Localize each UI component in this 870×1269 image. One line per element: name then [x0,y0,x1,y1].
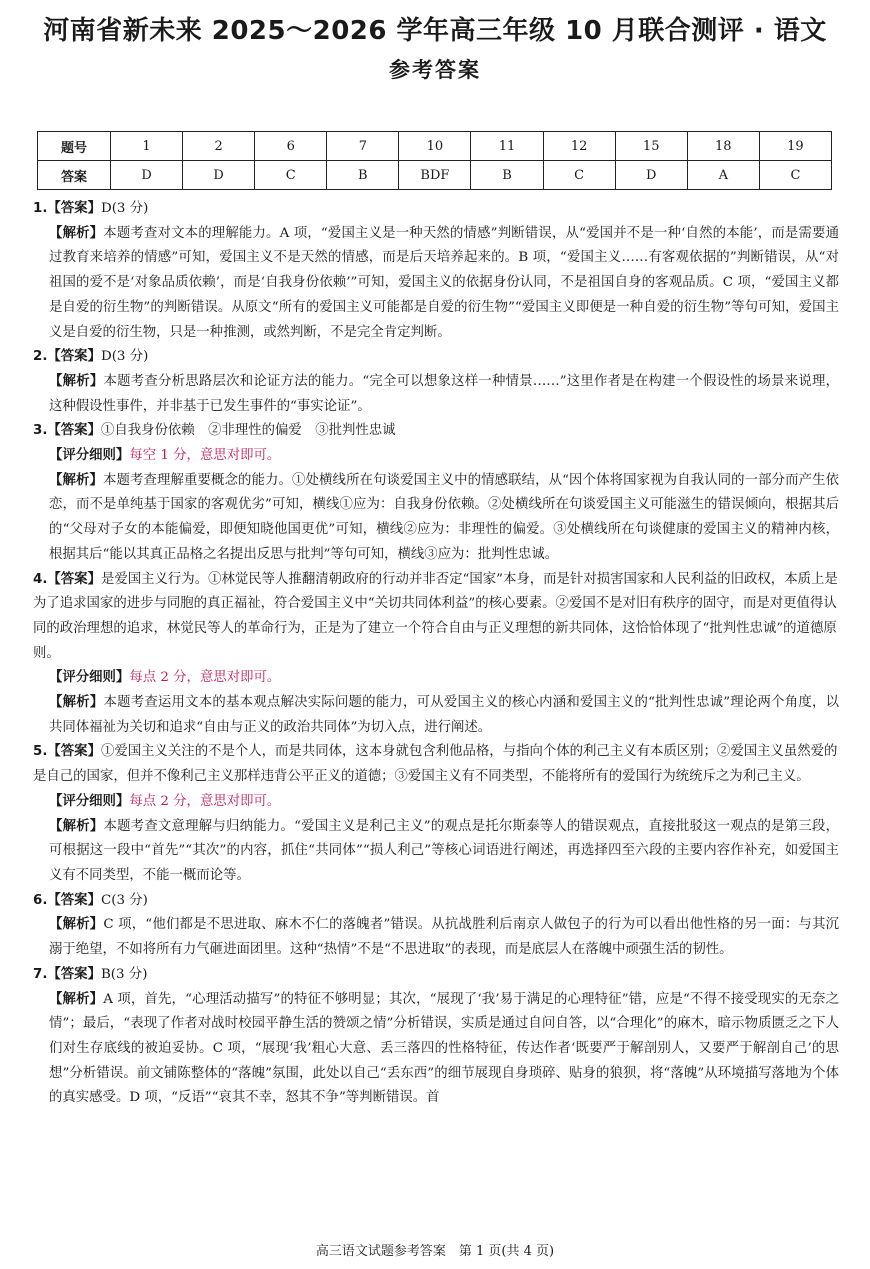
rubric-label: 【评分细则】 [49,448,130,464]
rubric-text: 每点 2 分，意思对即可。 [129,793,281,809]
answer-label: 7.【答案】 [33,966,101,982]
answer-table-number-row [38,132,832,161]
answer-cell: C [255,161,327,190]
analysis-label: 【解析】 [49,695,104,711]
q3-rubric [33,444,839,469]
answer-cell: B [471,161,543,190]
q4-analysis [33,691,839,740]
analysis-text: 本题考查文意理解与归纳能力。“爱国主义是利己主义”的观点是托尔斯泰等人的错误观点，直接批驳这一观点的是第三段，可根据这一段中“首先”“其次”的内容，抓住“共同体”“损人利己”等核心词语进行阐述，再选择四至六段的主要内容作补充，如爱国主义有不同类型，不能一概而论等。 [49,818,840,883]
answer-value: ①爱国主义关注的不是个人，而是共同体，这本身就包含利他品格，与指向个体的利己主义有本质区别；②爱国主义虽然爱的是自己的国家，但并不像利己主义那样违背公平正义的道德；③爱国主义有不同类型，不能将所有的爱国行为统统斥之为利己主义。 [33,744,838,785]
answer-table-answer-row [38,161,832,190]
rubric-label: 【评分细则】 [49,793,130,809]
answer-cell: A [687,161,759,190]
answer-cell: D [615,161,687,190]
answer-value: C(3 分) [100,892,148,908]
answer-value: ①自我身份依赖 ②非理性的偏爱 ③批判性忠诚 [100,423,396,439]
q6-analysis [33,913,839,962]
q1-answer [33,197,839,222]
question-number-cell: 12 [543,132,615,161]
answer-label: 1.【答案】 [33,201,101,216]
q6-answer [33,889,839,914]
answer-table [37,131,832,190]
answer-value: D(3 分) [100,349,149,365]
question-number-cell: 10 [399,132,471,161]
q5-analysis [33,815,839,889]
analysis-text: 本题考查理解重要概念的能力。①处横线所在句谈爱国主义中的情感联结，从“因个体将国家视为自我认同的一部分而产生依恋，而不是单纯基于国家的客观优劣”可知，横线①应为：自我身份依赖。②处横线所在句谈爱国主义可能滋生的错误倾向，根据其后的“父母对子女的本能偏爱，即便知晓他国更优”可知，横线②应为：非理性的偏爱。③处横线所在句谈健康的爱国主义的精神内核，根据其后“能以其真正品格之名提出反思与批判”等句可知，横线③应为：批判性忠诚。 [49,472,840,562]
question-number-cell: 15 [615,132,687,161]
answer-explanations [33,197,839,1111]
analysis-label: 【解析】 [49,472,104,488]
rubric-label: 【评分细则】 [49,670,130,686]
q2-analysis [33,370,839,419]
q2-answer [33,345,839,370]
answer-label: 5.【答案】 [33,744,101,760]
q4-answer [33,568,839,667]
question-number-cell: 7 [327,132,399,161]
q1-analysis [33,222,839,346]
q5-rubric [33,790,839,815]
answer-cell: C [759,161,831,190]
question-number-header: 题号 [38,132,111,161]
answer-cell: B [327,161,399,190]
answer-value: 是爱国主义行为。①林觉民等人推翻清朝政府的行动并非否定“国家”本身，而是针对损害国家和人民利益的旧政权，本质上是为了追求国家的进步与同胞的真正福祉，符合爱国主义中“关切共同体利益”的核心要素。②爱国不是对旧有秩序的固守，而是对更值得认同的政治理想的追求，林觉民等人的革命行为，正是为了建立一个符合自由与正义理想的新共同体，这恰恰体现了“批判性忠诚”的道德原则。 [33,571,838,661]
q3-analysis [33,469,839,568]
analysis-text: A 项，首先，“心理活动描写”的特征不够明显；其次，“展现了‘我’易于满足的心理特征”错，应是“不得不接受现实的无奈之情”；最后，“表现了作者对战时校园平静生活的赞颂之情”分析错误，实质是通过自问自答，以“合理化”的麻木，暗示物质匮乏之下人们对生存底线的被迫妥协。C 项，“展现‘我’粗心大意、丢三落四的性格特征，传达作者‘既要严于解剖别人，又要严于解剖自己’的思想”分析错误。前文铺陈整体的“落魄”氛围，此处以自己“丢东西”的细节展现自身琐碎、贴身的狼狈，将“落魄”从环境描写落地为个体的真实感受。D 项，“反语”“哀其不幸，怒其不争”等判断错误。首 [49,991,839,1106]
question-number-cell: 1 [111,132,183,161]
analysis-label: 【解析】 [49,917,104,933]
q7-answer [33,963,839,988]
q4-rubric [33,666,839,691]
rubric-text: 每点 2 分，意思对即可。 [129,670,281,686]
analysis-text: 本题考查运用文本的基本观点解决实际问题的能力，可从爱国主义的核心内涵和爱国主义的“批判性忠诚”理论两个角度，以共同体福祉为关切和追求“自由与正义的政治共同体”为切入点，进行阐述。 [49,695,840,735]
q3-answer [33,419,839,444]
q7-analysis [33,988,839,1112]
answer-value: D(3 分) [100,201,149,216]
answer-label: 4.【答案】 [33,571,101,587]
analysis-text: 本题考查分析思路层次和论证方法的能力。“完全可以想象这样一种情景……”这里作者是在构建一个假设性的场景来说理，这种假设性事件，并非基于已发生事件的“事实论证”。 [49,373,840,414]
question-number-cell: 2 [183,132,255,161]
answer-cell: C [543,161,615,190]
answer-label: 2.【答案】 [33,349,101,365]
answer-cell: D [183,161,255,190]
answer-cell: D [111,161,183,190]
analysis-text: 本题考查对文本的理解能力。A 项，“爱国主义是一种天然的情感”判断错误，从“爱国并不是一种‘自然的本能’，而是需要通过教育来培养的情感”可知，爱国主义不是天然的情感，而是后天培养起来的。B 项，“爱国主义……有客观依据的”判断错误，从“对祖国的爱不是‘对象品质依赖’，而是‘自我身份依赖’”可知，爱国主义的依据身份认同，不是祖国自身的客观品质。C 项，“爱国主义都是自爱的衍生物”的判断错误。从原文“所有的爱国主义可能都是自爱的衍生物”“爱国主义即便是一种自爱的衍生物”等句可知，爱国主义是自爱的衍生物，只是一种推测，或然判断，不是完全肯定判断。 [49,225,839,340]
answer-label: 3.【答案】 [33,423,101,439]
rubric-text: 每空 1 分，意思对即可。 [129,448,281,464]
answer-cell: BDF [399,161,471,190]
analysis-label: 【解析】 [49,818,104,834]
page-title: 河南省新未来 2025～2026 学年高三年级 10 月联合测评 · 语文 [43,16,827,46]
question-number-cell: 6 [255,132,327,161]
question-number-cell: 11 [471,132,543,161]
analysis-label: 【解析】 [49,373,104,389]
answer-label: 6.【答案】 [33,892,101,908]
page-footer: 高三语文试题参考答案 第 1 页(共 4 页) [315,1244,555,1259]
question-number-cell: 19 [759,132,831,161]
q5-answer [33,740,839,789]
page-subtitle: 参考答案 [389,58,481,82]
analysis-text: C 项，“他们都是不思进取、麻木不仁的落魄者”错误。从抗战胜利后南京人做包子的行为可以看出他性格的另一面：与其沉溺于绝望，不如将所有力气砸进面团里。这种“热情”不是“不思进取”的表现，而是底层人在落魄中顽强生活的韧性。 [49,917,839,958]
answer-header: 答案 [38,161,111,190]
analysis-label: 【解析】 [49,991,104,1007]
question-number-cell: 18 [687,132,759,161]
analysis-label: 【解析】 [49,225,104,241]
answer-value: B(3 分) [100,966,148,982]
